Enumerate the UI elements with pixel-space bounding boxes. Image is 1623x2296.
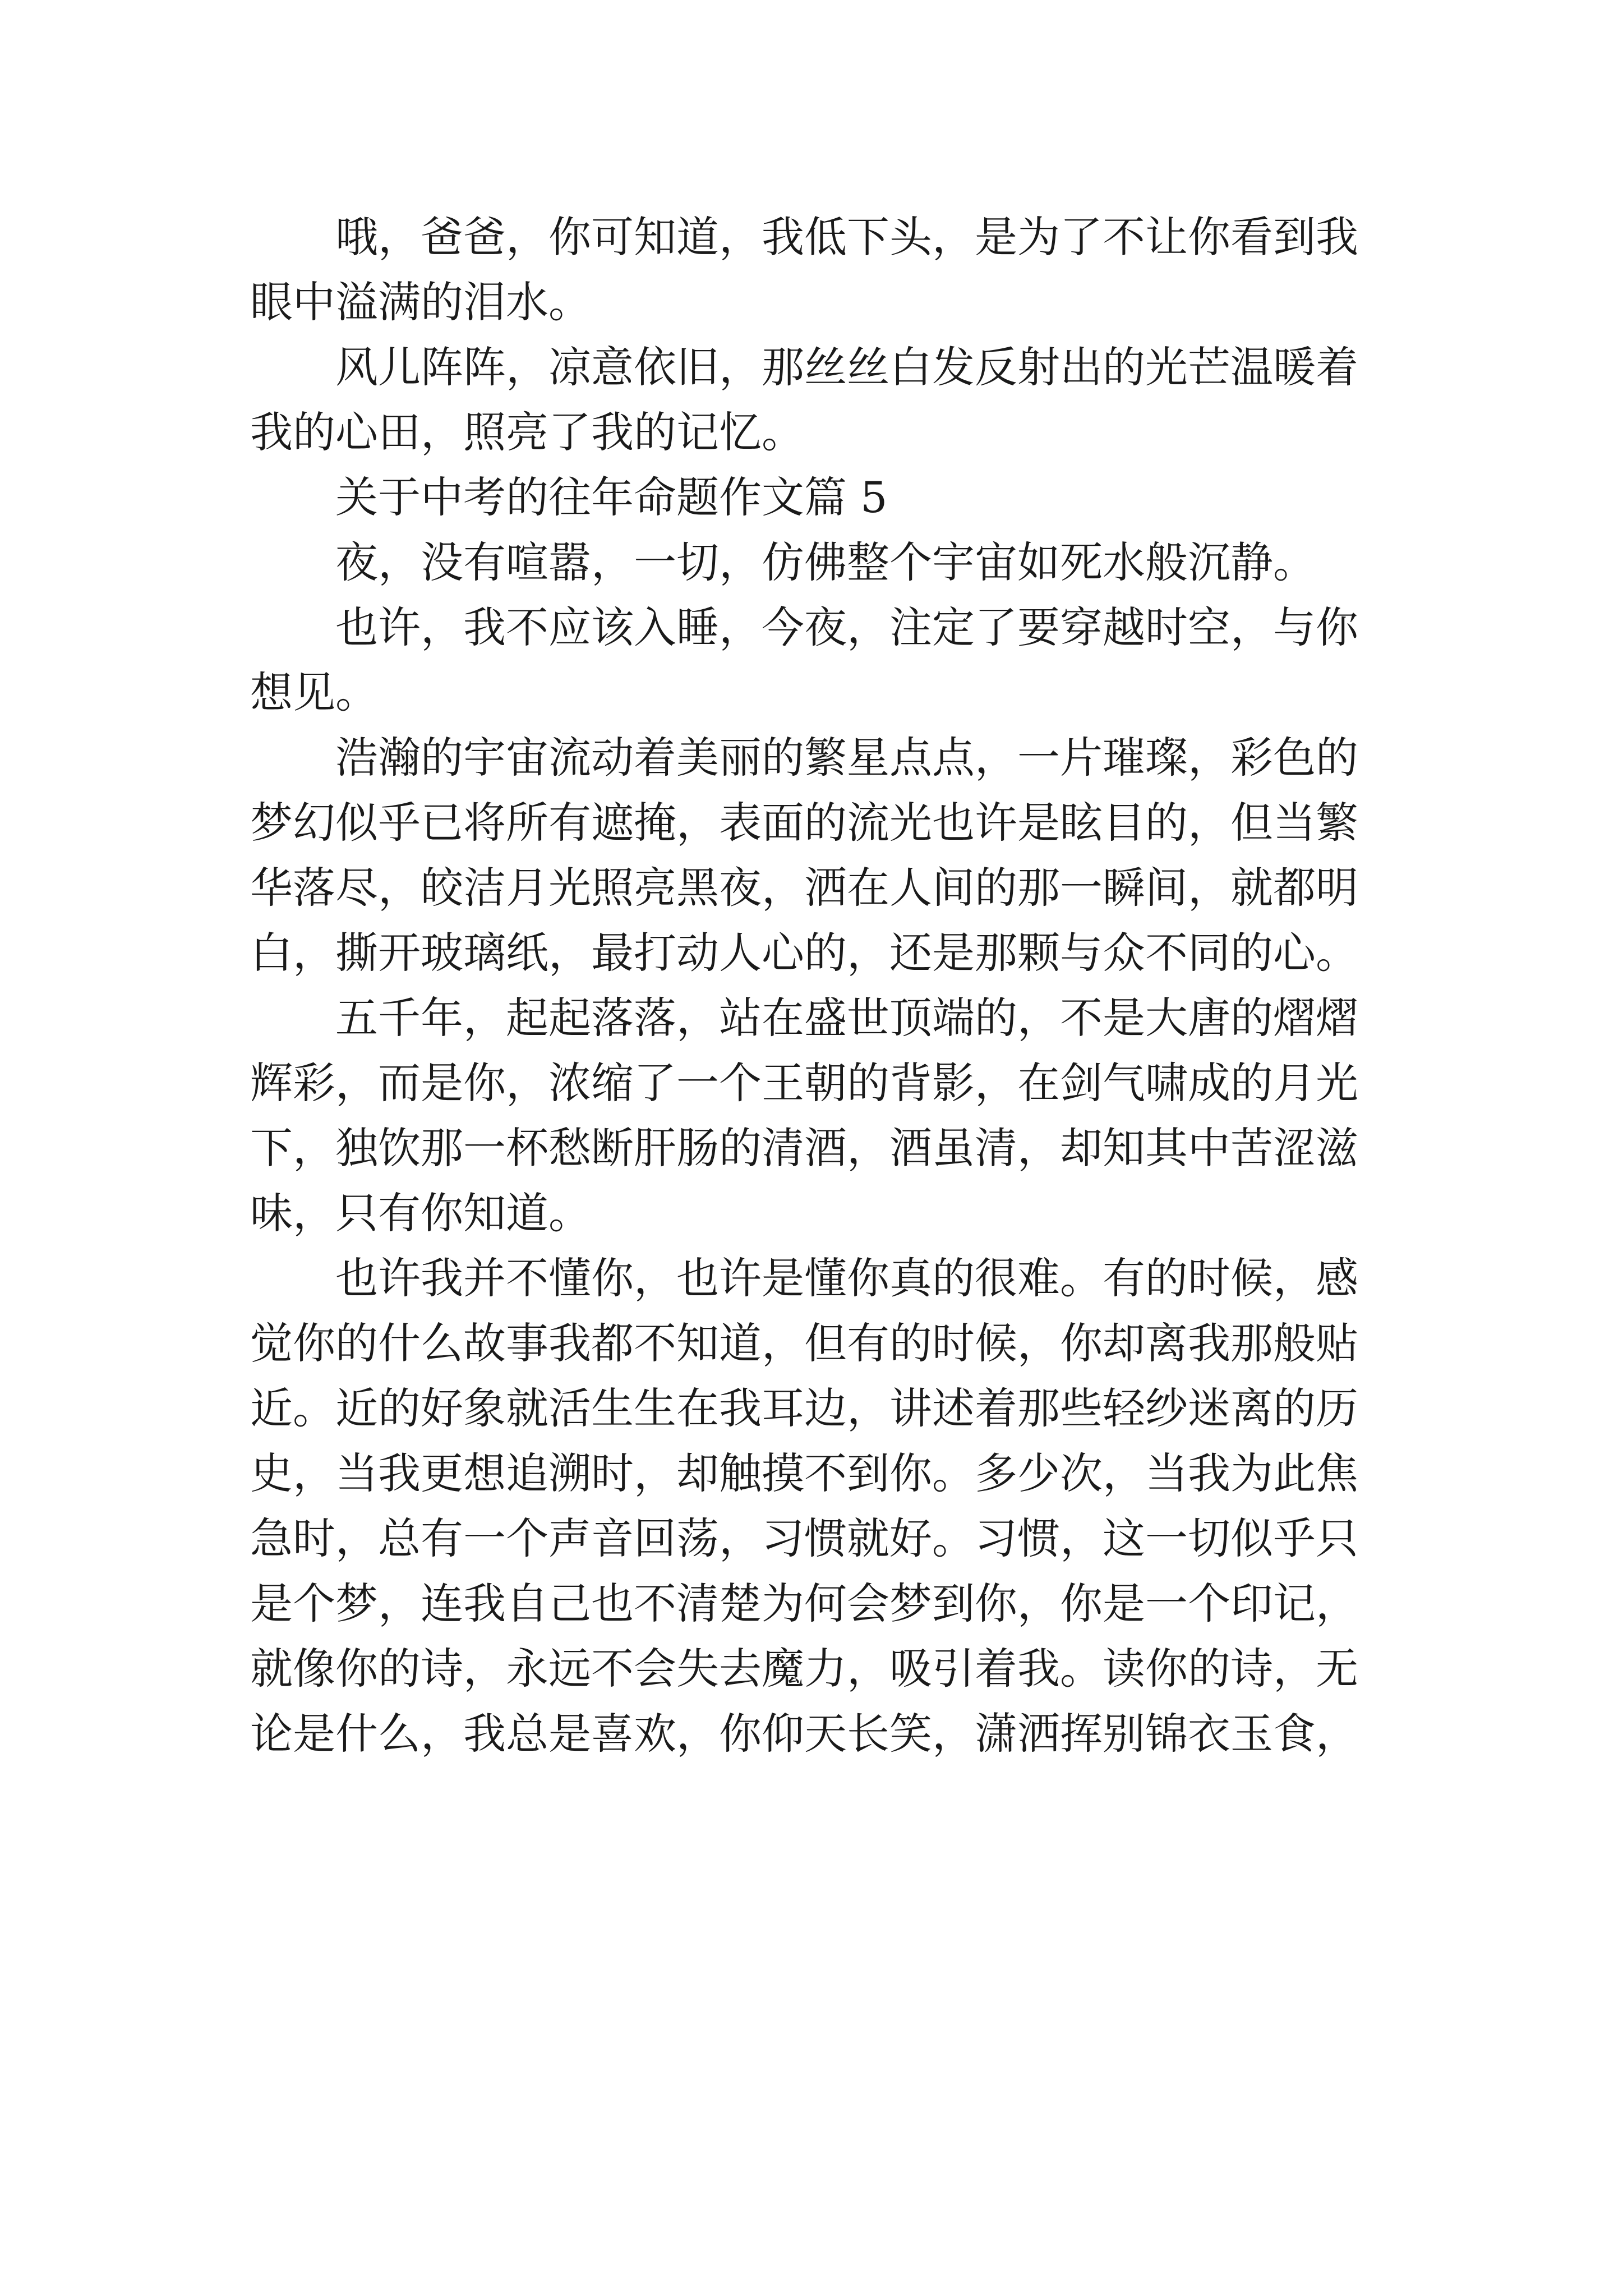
paragraph-line: 也许我并不懂你，也许是懂你真的很难。有的时候，感 xyxy=(335,1253,1358,1303)
section-heading: 关于中考的往年命题作文篇 5 xyxy=(335,472,888,522)
paragraph-line: 浩瀚的宇宙流动着美丽的繁星点点，一片璀璨，彩色的 xyxy=(335,733,1358,783)
paragraph-line: 论是什么，我总是喜欢，你仰天长笑，潇洒挥别锦衣玉食， xyxy=(250,1709,1358,1759)
document-page xyxy=(250,205,1372,1766)
paragraph-line: 我的心田，照亮了我的记忆。 xyxy=(250,407,804,457)
paragraph-line: 夜，没有喧嚣，一切，仿佛整个宇宙如死水般沉静。 xyxy=(335,537,1316,587)
paragraph-line: 华落尽，皎洁月光照亮黑夜，洒在人间的那一瞬间，就都明 xyxy=(250,863,1358,913)
paragraph-line: 近。近的好象就活生生在我耳边，讲述着那些轻纱迷离的历 xyxy=(250,1383,1358,1433)
paragraph-line: 风儿阵阵，凉意依旧，那丝丝白发反射出的光芒温暖着 xyxy=(335,342,1358,392)
paragraph-line: 眼中溢满的泪水。 xyxy=(250,277,591,327)
paragraph-line: 味，只有你知道。 xyxy=(250,1188,591,1238)
paragraph-line: 辉彩，而是你，浓缩了一个王朝的背影，在剑气啸成的月光 xyxy=(250,1058,1358,1108)
paragraph-line: 白，撕开玻璃纸，最打动人心的，还是那颗与众不同的心。 xyxy=(250,928,1358,978)
paragraph-line: 五千年，起起落落，站在盛世顶端的，不是大唐的熠熠 xyxy=(335,993,1358,1043)
paragraph-line: 史，当我更想追溯时，却触摸不到你。多少次，当我为此焦 xyxy=(250,1448,1358,1498)
paragraph-line: 梦幻似乎已将所有遮掩，表面的流光也许是眩目的，但当繁 xyxy=(250,798,1358,848)
paragraph-line: 急时，总有一个声音回荡，习惯就好。习惯，这一切似乎只 xyxy=(250,1513,1358,1563)
paragraph-line: 也许，我不应该入睡，今夜，注定了要穿越时空，与你 xyxy=(335,602,1358,652)
paragraph-line: 想见。 xyxy=(250,668,378,717)
paragraph-line: 哦，爸爸，你可知道，我低下头，是为了不让你看到我 xyxy=(335,212,1358,262)
paragraph-line: 下，独饮那一杯愁断肝肠的清酒，酒虽清，却知其中苦涩滋 xyxy=(250,1123,1358,1173)
paragraph-line: 觉你的什么故事我都不知道，但有的时候，你却离我那般贴 xyxy=(250,1318,1358,1368)
paragraph-line: 就像你的诗，永远不会失去魔力，吸引着我。读你的诗，无 xyxy=(250,1644,1358,1694)
paragraph-line: 是个梦，连我自己也不清楚为何会梦到你，你是一个印记， xyxy=(250,1579,1358,1628)
